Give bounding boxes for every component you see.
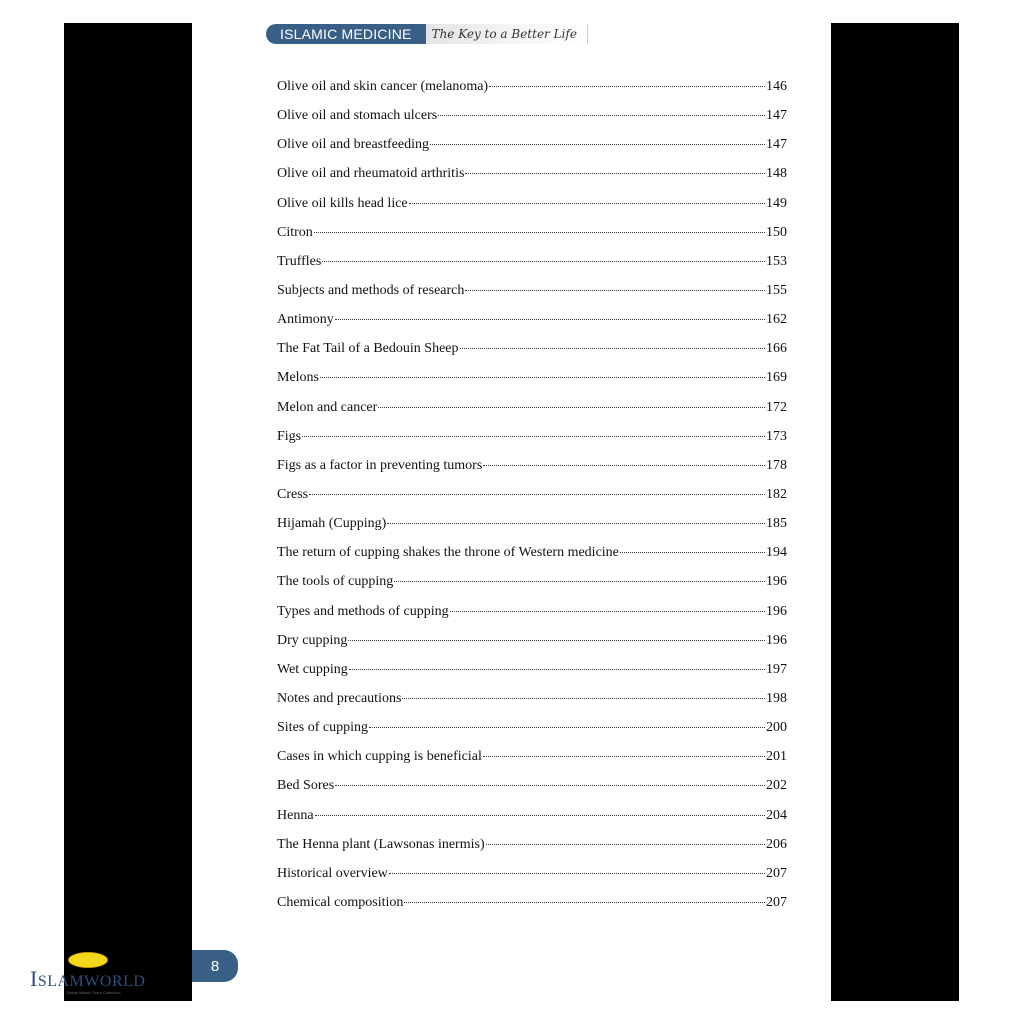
toc-entry-page: 178 — [766, 457, 787, 473]
toc-entry-page: 202 — [766, 778, 787, 794]
toc-entry-title: Olive oil and stomach ulcers — [277, 108, 438, 124]
dot-leader — [335, 785, 765, 786]
page-number-tab: 8 — [192, 950, 238, 982]
toc-entry-title: Hijamah (Cupping) — [277, 516, 387, 532]
toc-entry — [277, 691, 787, 720]
toc-entry — [277, 778, 787, 807]
toc-entry-title: Types and methods of cupping — [277, 603, 449, 619]
toc-entry-page: 155 — [766, 282, 787, 298]
toc-entry-title: Melons — [277, 370, 319, 386]
toc-entry-title: Citron — [277, 224, 313, 240]
toc-entry — [277, 400, 787, 429]
toc-entry — [277, 545, 787, 574]
dot-leader — [404, 902, 765, 903]
toc-entry-title: Olive oil and rheumatoid arthritis — [277, 166, 465, 182]
toc-entry — [277, 225, 787, 254]
toc-entry-page: 162 — [766, 312, 787, 328]
dot-leader — [438, 115, 765, 116]
dot-leader — [483, 465, 765, 466]
dot-leader — [302, 436, 765, 437]
islamworld-logo — [30, 952, 148, 1014]
toc-entry-page: 200 — [766, 720, 787, 736]
toc-entry-title: Figs as a factor in preventing tumors — [277, 457, 483, 473]
toc-entry-title: Olive oil and breastfeeding — [277, 137, 430, 153]
dot-leader — [369, 727, 765, 728]
toc-entry-title: The Henna plant (Lawsonas inermis) — [277, 836, 485, 852]
toc-entry — [277, 108, 787, 137]
toc-entry-title: The Fat Tail of a Bedouin Sheep — [277, 341, 459, 357]
toc-entry-page: 147 — [766, 137, 787, 153]
toc-entry — [277, 458, 787, 487]
toc-entry-title: The return of cupping shakes the throne of Western medicine — [277, 545, 619, 561]
toc-entry-title: Cases in which cupping is beneficial — [277, 749, 482, 765]
toc-entry — [277, 312, 787, 341]
toc-entry-title: Truffles — [277, 253, 322, 269]
toc-entry-page: 207 — [766, 894, 787, 910]
toc-entry-page: 196 — [766, 574, 787, 590]
toc-entry-title: Melon and cancer — [277, 399, 378, 415]
toc-entry-title: Olive oil kills head lice — [277, 195, 408, 211]
toc-entry-title: Figs — [277, 428, 302, 444]
dot-leader — [483, 756, 765, 757]
header-subtitle: The Key to a Better Life — [426, 24, 588, 44]
toc-entry — [277, 574, 787, 603]
dot-leader — [387, 523, 765, 524]
toc-entry-title: Notes and precautions — [277, 690, 402, 706]
toc-entry-page: 153 — [766, 253, 787, 269]
right-black-bar — [831, 23, 959, 1001]
toc-entry — [277, 429, 787, 458]
toc-entry-title: Chemical composition — [277, 894, 404, 910]
toc-entry — [277, 166, 787, 195]
toc-entry — [277, 341, 787, 370]
table-of-contents — [277, 79, 787, 924]
toc-entry-page: 173 — [766, 428, 787, 444]
toc-entry — [277, 516, 787, 545]
dot-leader — [430, 144, 765, 145]
toc-entry-page: 206 — [766, 836, 787, 852]
toc-entry-title: Historical overview — [277, 865, 388, 881]
page-header — [266, 24, 588, 44]
toc-entry-page: 166 — [766, 341, 787, 357]
dot-leader — [348, 640, 765, 641]
toc-entry — [277, 137, 787, 166]
left-black-bar — [64, 23, 192, 1001]
logo-text-rest: SLAMWORLD — [37, 973, 146, 990]
dot-leader — [465, 173, 765, 174]
toc-entry-page: 197 — [766, 661, 787, 677]
dot-leader — [409, 203, 765, 204]
logo-text-initial: I — [30, 966, 38, 991]
toc-entry-page: 198 — [766, 690, 787, 706]
dot-leader — [314, 232, 765, 233]
dot-leader — [620, 552, 765, 553]
toc-entry — [277, 837, 787, 866]
toc-entry — [277, 254, 787, 283]
dot-leader — [465, 290, 765, 291]
toc-entry-page: 201 — [766, 749, 787, 765]
dot-leader — [309, 494, 765, 495]
toc-entry-page: 207 — [766, 865, 787, 881]
toc-entry — [277, 720, 787, 749]
toc-entry — [277, 808, 787, 837]
dot-leader — [450, 611, 765, 612]
dot-leader — [320, 377, 765, 378]
dot-leader — [394, 581, 765, 582]
toc-entry-title: Cress — [277, 486, 309, 502]
dot-leader — [378, 407, 765, 408]
toc-entry-page: 185 — [766, 516, 787, 532]
toc-entry — [277, 895, 787, 924]
toc-entry-title: Dry cupping — [277, 632, 348, 648]
toc-entry-title: Wet cupping — [277, 661, 348, 677]
dot-leader — [489, 86, 765, 87]
logo-tagline: Global Islamic Store Collection — [66, 990, 121, 995]
dot-leader — [389, 873, 765, 874]
toc-entry — [277, 196, 787, 225]
toc-entry-page: 196 — [766, 603, 787, 619]
toc-entry-title: Olive oil and skin cancer (melanoma) — [277, 79, 489, 94]
toc-entry-page: 148 — [766, 166, 787, 182]
toc-entry-page: 204 — [766, 807, 787, 823]
toc-entry-title: The tools of cupping — [277, 574, 394, 590]
toc-entry — [277, 370, 787, 399]
toc-entry-page: 150 — [766, 224, 787, 240]
toc-entry — [277, 604, 787, 633]
toc-entry-page: 172 — [766, 399, 787, 415]
toc-entry-page: 146 — [766, 79, 787, 94]
dot-leader — [486, 844, 765, 845]
dot-leader — [349, 669, 765, 670]
dot-leader — [402, 698, 765, 699]
toc-entry — [277, 633, 787, 662]
toc-entry-title: Bed Sores — [277, 778, 335, 794]
toc-entry — [277, 487, 787, 516]
dot-leader — [322, 261, 765, 262]
header-title: ISLAMIC MEDICINE — [266, 24, 426, 44]
toc-entry — [277, 866, 787, 895]
toc-entry — [277, 79, 787, 108]
toc-entry-page: 182 — [766, 486, 787, 502]
logo-text — [30, 966, 145, 992]
toc-entry-title: Subjects and methods of research — [277, 282, 465, 298]
toc-entry — [277, 662, 787, 691]
toc-entry-page: 196 — [766, 632, 787, 648]
toc-entry-page: 147 — [766, 108, 787, 124]
toc-entry-page: 149 — [766, 195, 787, 211]
toc-entry-title: Sites of cupping — [277, 720, 368, 736]
toc-entry-page: 169 — [766, 370, 787, 386]
toc-entry-title: Antimony — [277, 312, 334, 328]
toc-entry-page: 194 — [766, 545, 787, 561]
dot-leader — [460, 348, 765, 349]
dot-leader — [315, 815, 765, 816]
toc-entry-title: Henna — [277, 807, 314, 823]
toc-entry — [277, 749, 787, 778]
toc-entry — [277, 283, 787, 312]
dot-leader — [335, 319, 765, 320]
